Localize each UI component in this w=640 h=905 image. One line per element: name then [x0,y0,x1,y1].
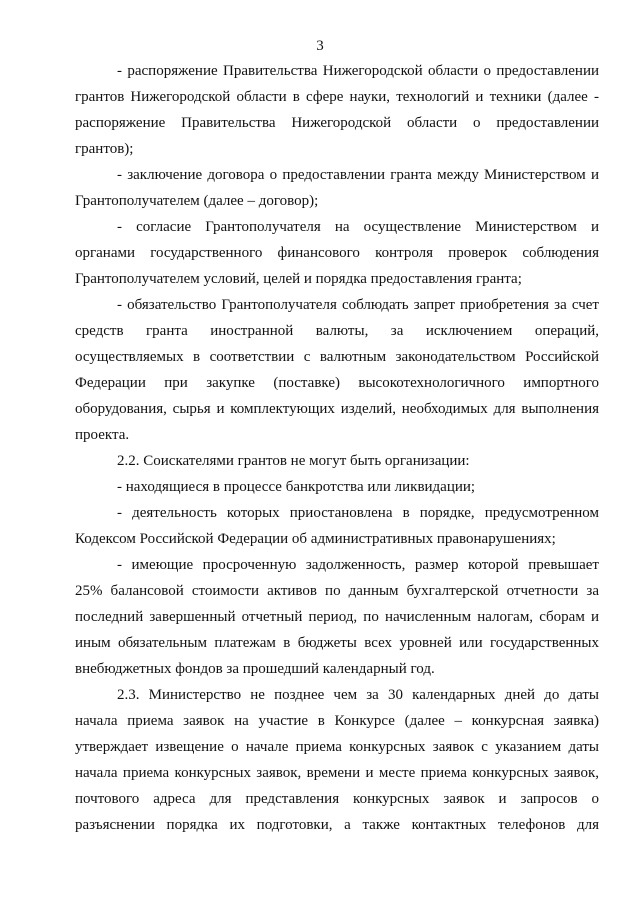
text-line: осуществляемых в соответствии с валютным законодательством Российской [75,349,599,365]
text-line: Кодексом Российской Федерации об административных правонарушениях; [75,531,556,547]
text-line: Грантополучателем условий, целей и порядка предоставления гранта; [75,271,522,287]
text-line: начала приема конкурсных заявок, времени и месте приема конкурсных заявок, [75,765,599,781]
text-line: почтового адреса для представления конкурсных заявок и запросов о [75,791,599,807]
text-line: оборудования, сырья и комплектующих изделий, необходимых для выполнения [75,401,599,417]
text-line: Грантополучателем (далее – договор); [75,193,319,209]
text-line: последний завершенный отчетный период, по начисленным налогам, сборам и [75,609,599,625]
text-line: - имеющие просроченную задолженность, размер которой превышает [117,557,599,573]
text-line: 2.2. Соискателями грантов не могут быть организации: [117,453,470,469]
text-line: разъяснении порядка их подготовки, а также контактных телефонов для [75,817,599,833]
text-line: - распоряжение Правительства Нижегородской области о предоставлении [117,63,599,79]
text-line: - находящиеся в процессе банкротства или ликвидации; [117,479,476,495]
text-line: грантов); [75,141,134,157]
text-line: иным обязательным платежам в бюджеты всех уровней или государственных [75,635,599,651]
text-line: распоряжение Правительства Нижегородской области о предоставлении [75,115,599,131]
text-line: - заключение договора о предоставлении гранта между Министерством и [117,167,599,183]
text-line: утверждает извещение о начале приема конкурсных заявок с указанием даты [75,739,599,755]
text-line: начала приема заявок на участие в Конкурсе (далее – конкурсная заявка) [75,713,599,729]
text-line: 2.3. Министерство не позднее чем за 30 календарных дней до даты [117,687,599,703]
document-text-body [75,58,599,838]
text-line: проекта. [75,427,130,443]
text-line: - согласие Грантополучателя на осуществление Министерством и [117,219,599,235]
text-line: грантов Нижегородской области в сфере науки, технологий и техники (далее - [75,89,599,105]
text-line: органами государственного финансового контроля проверок соблюдения [75,245,599,261]
text-line: внебюджетных фондов за прошедший календарный год. [75,661,435,677]
text-line: Федерации при закупке (поставке) высокотехнологичного импортного [75,375,599,391]
text-line: - деятельность которых приостановлена в порядке, предусмотренном [117,505,599,521]
text-line: 25% балансовой стоимости активов по данным бухгалтерской отчетности за [75,583,599,599]
text-line: - обязательство Грантополучателя соблюдать запрет приобретения за счет [117,297,599,313]
page-number: 3 [316,38,324,54]
text-line: средств гранта иностранной валюты, за исключением операций, [75,323,599,339]
